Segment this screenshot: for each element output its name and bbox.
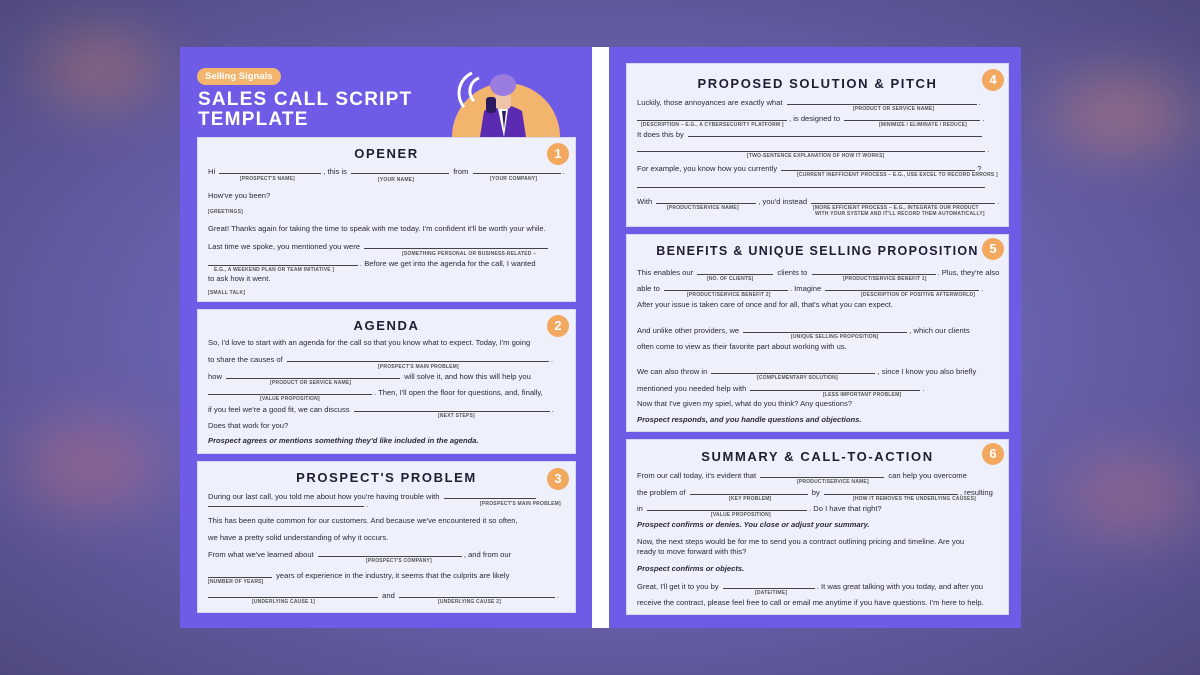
section-number: 3 (547, 468, 569, 490)
agenda-card: AGENDA 2 So, I'd love to start with an agenda for the call so that you know what to expect. Today, I'm going to share the causes of . [PROSPECT'S MAIN PROBLEM] how will solve it, and how this will help you [PRODUCT OR SERVICE NAME] . Then, I'll open the floor for questions, and, finally, [VALUE PROPOSITION] if you feel we're a good fit, we can discuss . [NEXT STEPS] Does that work for you? Prospect agrees or mentions something they'd like included in the agenda. (197, 309, 576, 454)
personal-blank[interactable] (364, 241, 548, 249)
benefits-card: BENEFITS & UNIQUE SELLING PROPOSITION 5 This enables our clients to . Plus, they're also [NO. OF CLIENTS] [PRODUCT/SERVICE BENEFIT 1] able to . Imagine . [PRODUCT/SERVICE BENEFIT 2] [DESCRIPTION OF POSITIVE AFTERWORLD] After your issue is taken care of once and for all, that's what you can expect. And unlike other providers, we , which our clients [UNIQUE SELLING PROPOSITION] often come to view as their favorite part about working with us. We can also throw in , since I know you also briefly [COMPLEMENTARY SOLUTION] mentioned you needed help with . [LESS IMPORTANT PROBLEM] Now that I've given my spiel, what do you think? Any questions? Prospect responds, and you handle questions and objections. (626, 234, 1009, 432)
page-divider (592, 47, 609, 628)
cause2-blank[interactable] (399, 590, 555, 598)
product-blank-2[interactable] (656, 196, 756, 204)
your-company-blank[interactable] (473, 166, 561, 174)
afterworld-blank[interactable] (825, 283, 979, 291)
summary-title: SUMMARY & CALL-TO-ACTION (701, 449, 934, 464)
problem-card: PROSPECT'S PROBLEM 3 During our last call, you told me about how you're having trouble with [PROSPECT'S MAIN PROBLEM] . This has been quite common for our customers. And because we've encountered it so often, we have a pretty solid understanding of why it occurs. From what we've learned about , and from our [PROSPECT'S COMPANY] years of experience in the industry, it seems that the culprits are likely [NUMBER OF YEARS] and . [UNDERLYING CAUSE 1] [UNDERLYING CAUSE 2] (197, 461, 576, 613)
less-important-blank[interactable] (750, 383, 920, 391)
right-page (609, 47, 1021, 628)
opener-card: OPENER 1 Hi , this is from . [PROSPECT'S NAME] [YOUR NAME] [YOUR COMPANY] How've you been? [GREETINGS] Great! Thanks again for taking the time to speak with me today. I'm confident it'll be worth your while. Last time we spoke, you mentioned you were [SOMETHING PERSONAL OR BUSINESS-RELATED – . Before we get into the agenda for the call, I wanted E.G., A WEEKEND PLAN OR TEAM INITIATIVE ] to ask how it went. [SMALL TALK] (197, 137, 576, 302)
section-number: 6 (982, 443, 1004, 465)
your-name-blank[interactable] (351, 166, 449, 174)
value-blank[interactable] (647, 503, 807, 511)
product-blank[interactable] (226, 371, 400, 379)
benefits-title: BENEFITS & UNIQUE SELLING PROPOSITION (656, 244, 979, 258)
years-blank[interactable] (208, 570, 272, 578)
description-blank[interactable] (637, 113, 787, 121)
problem-title: PROSPECT'S PROBLEM (296, 470, 477, 485)
complementary-blank[interactable] (711, 366, 875, 374)
main-problem-blank-2[interactable] (208, 499, 364, 507)
section-number: 1 (547, 143, 569, 165)
left-page (180, 47, 592, 628)
page-title: SALES CALL SCRIPT TEMPLATE (198, 89, 413, 130)
benefit2-blank[interactable] (664, 283, 788, 291)
solution-title: PROPOSED SOLUTION & PITCH (697, 76, 938, 91)
opener-title: OPENER (354, 146, 419, 161)
key-problem-blank[interactable] (690, 487, 808, 495)
summary-card: SUMMARY & CALL-TO-ACTION 6 From our call today, it's evident that can help you overcome [PRODUCT/SERVICE NAME] the problem of by , resulting [KEY PROBLEM] [HOW IT REMOVES THE UNDERLYING CAUSES] in . Do I have that right? [VALUE PROPOSITION] Prospect confirms or denies. You close or adjust your summary. Now, the next steps would be for me to send you a contract outlining pricing and timeline. Are you ready to move forward with this? Prospect confirms or objects. Great, I'll get it to you by . It was great talking with you today, and after you [DATE/TIME] receive the contract, please feel free to call or email me anytime if you have questions. I'm here to help. (626, 439, 1009, 615)
agenda-title: AGENDA (353, 318, 420, 333)
current-process-blank[interactable] (781, 163, 975, 171)
prospect-name-blank[interactable] (219, 166, 321, 174)
solution-card: PROPOSED SOLUTION & PITCH 4 Luckily, those annoyances are exactly what . [PRODUCT OR SERVICE NAME] , is designed to . [DESCRIPTION – E.G., A CYBERSECURITY PLATFORM ] [MINIMIZE / ELIMINATE / REDUCE] It does this by . [TWO-SENTENCE EXPLANATION OF HOW IT WORKS] For example, you know how you currently ? [CURRENT INEFFICIENT PROCESS – E.G., USE EXCEL TO RECORD ERRORS ] With , you'd instead . [PRODUCT/SERVICE NAME] [MORE EFFICIENT PROCESS – E.G., INTEGRATE OUR PRODUCT WITH YOUR SYSTEM AND IT'LL RECORD THEM AUTOMATICALLY] (626, 63, 1009, 227)
efficient-process-blank[interactable] (811, 196, 995, 204)
clients-blank[interactable] (697, 267, 773, 275)
explanation-blank-2[interactable] (637, 144, 985, 152)
section-number: 5 (982, 238, 1004, 260)
section-number: 4 (982, 69, 1004, 91)
minimize-blank[interactable] (844, 113, 980, 121)
next-steps-blank[interactable] (354, 404, 550, 412)
how-removes-blank[interactable] (824, 487, 958, 495)
explanation-blank[interactable] (688, 129, 982, 137)
main-problem-blank[interactable] (287, 354, 549, 362)
brand-badge: Selling Signals (197, 68, 281, 85)
section-number: 2 (547, 315, 569, 337)
main-problem-blank[interactable] (444, 491, 536, 499)
product-blank[interactable] (787, 97, 977, 105)
date-blank[interactable] (723, 581, 815, 589)
header (180, 47, 592, 137)
usp-blank[interactable] (743, 325, 907, 333)
value-blank[interactable] (208, 387, 372, 395)
personal-blank-2[interactable] (208, 258, 358, 266)
product-blank[interactable] (760, 470, 884, 478)
cause1-blank[interactable] (208, 590, 378, 598)
company-blank[interactable] (318, 549, 462, 557)
salesperson-phone-illustration (442, 59, 570, 137)
benefit1-blank[interactable] (812, 267, 936, 275)
current-process-blank-2[interactable] (637, 180, 985, 188)
